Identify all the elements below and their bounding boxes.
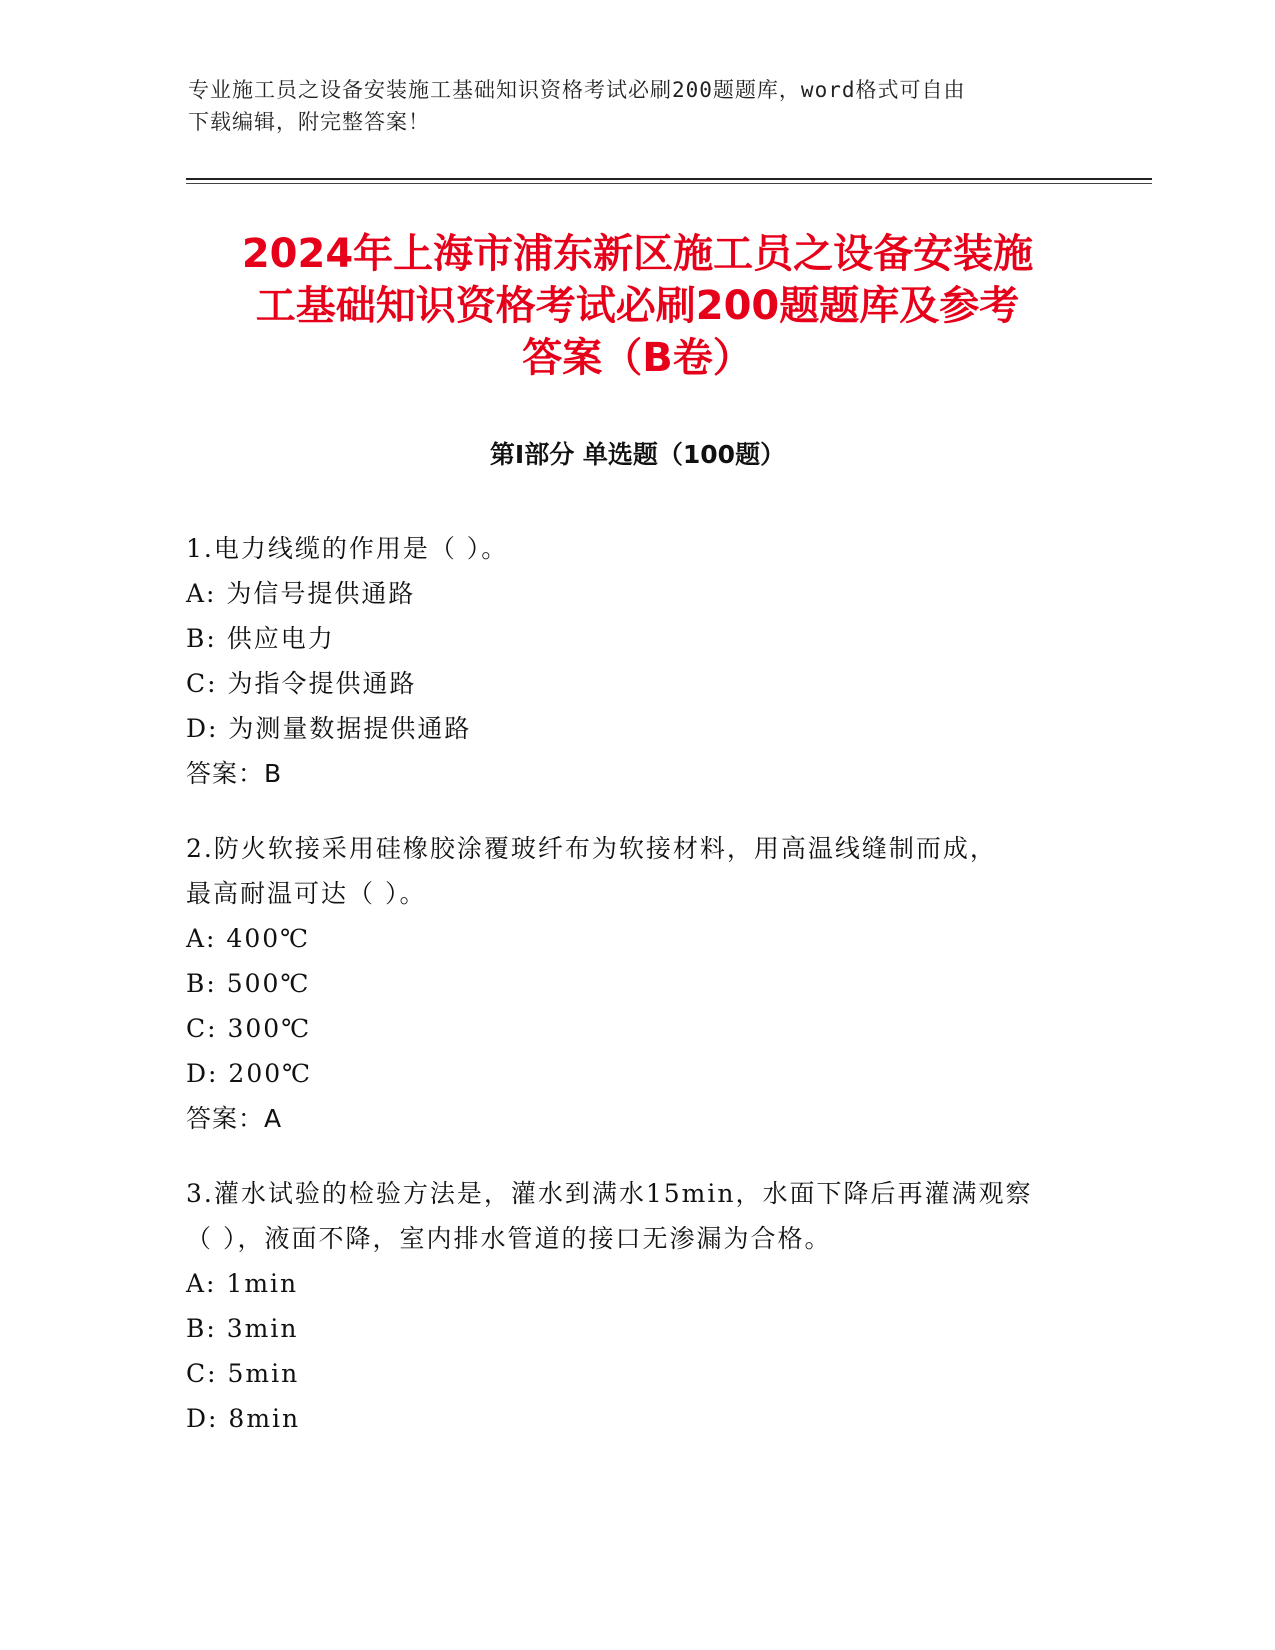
question-1-stem: 1.电力线缆的作用是（ ）。 (186, 534, 509, 563)
document-title-line-2: 工基础知识资格考试必刷200题题库及参考 (255, 283, 1020, 329)
header-divider-thick (186, 178, 1152, 180)
question-3-stem-line-1: 3.灌水试验的检验方法是，灌水到满水15min，水面下降后再灌满观察 (186, 1179, 1033, 1208)
question-1-option-d: D: 为测量数据提供通路 (186, 714, 472, 743)
document-title-line-1: 2024年上海市浦东新区施工员之设备安装施 (241, 231, 1034, 277)
question-1-option-b: B: 供应电力 (186, 624, 335, 653)
question-1 (186, 526, 1086, 796)
question-2-option-b: B: 500℃ (186, 969, 311, 998)
question-3-stem-line-2: （ ），液面不降，室内排水管道的接口无渗漏为合格。 (186, 1224, 832, 1253)
section-heading: 第I部分 单选题（100题） (489, 440, 786, 469)
question-1-option-a: A: 为信号提供通路 (186, 579, 416, 608)
question-2-stem-line-1: 2.防火软接采用硅橡胶涂覆玻纤布为软接材料，用高温线缝制而成， (186, 834, 997, 863)
header-note (188, 74, 1068, 138)
question-3-option-b: B: 3min (186, 1314, 299, 1343)
question-3-option-d: D: 8min (186, 1404, 301, 1433)
question-3-option-a: A: 1min (186, 1269, 299, 1298)
question-list (186, 526, 1086, 1471)
question-2-option-c: C: 300℃ (186, 1014, 312, 1043)
question-1-answer: 答案：B (186, 759, 283, 788)
question-1-option-c: C: 为指令提供通路 (186, 669, 417, 698)
document-title (160, 228, 1115, 384)
question-3 (186, 1171, 1086, 1441)
question-2-option-d: D: 200℃ (186, 1059, 313, 1088)
question-2-option-a: A: 400℃ (186, 924, 311, 953)
question-2-stem-line-2: 最高耐温可达（ ）。 (186, 879, 427, 908)
question-3-option-c: C: 5min (186, 1359, 300, 1388)
header-divider-thin (186, 183, 1152, 184)
question-2 (186, 826, 1086, 1141)
question-2-answer: 答案：A (186, 1104, 283, 1133)
header-note-line-1: 专业施工员之设备安装施工基础知识资格考试必刷200题题库，word格式可自由 (188, 78, 966, 102)
header-note-line-2: 下载编辑，附完整答案！ (188, 110, 430, 134)
document-title-line-3: 答案（B卷） (522, 335, 753, 381)
